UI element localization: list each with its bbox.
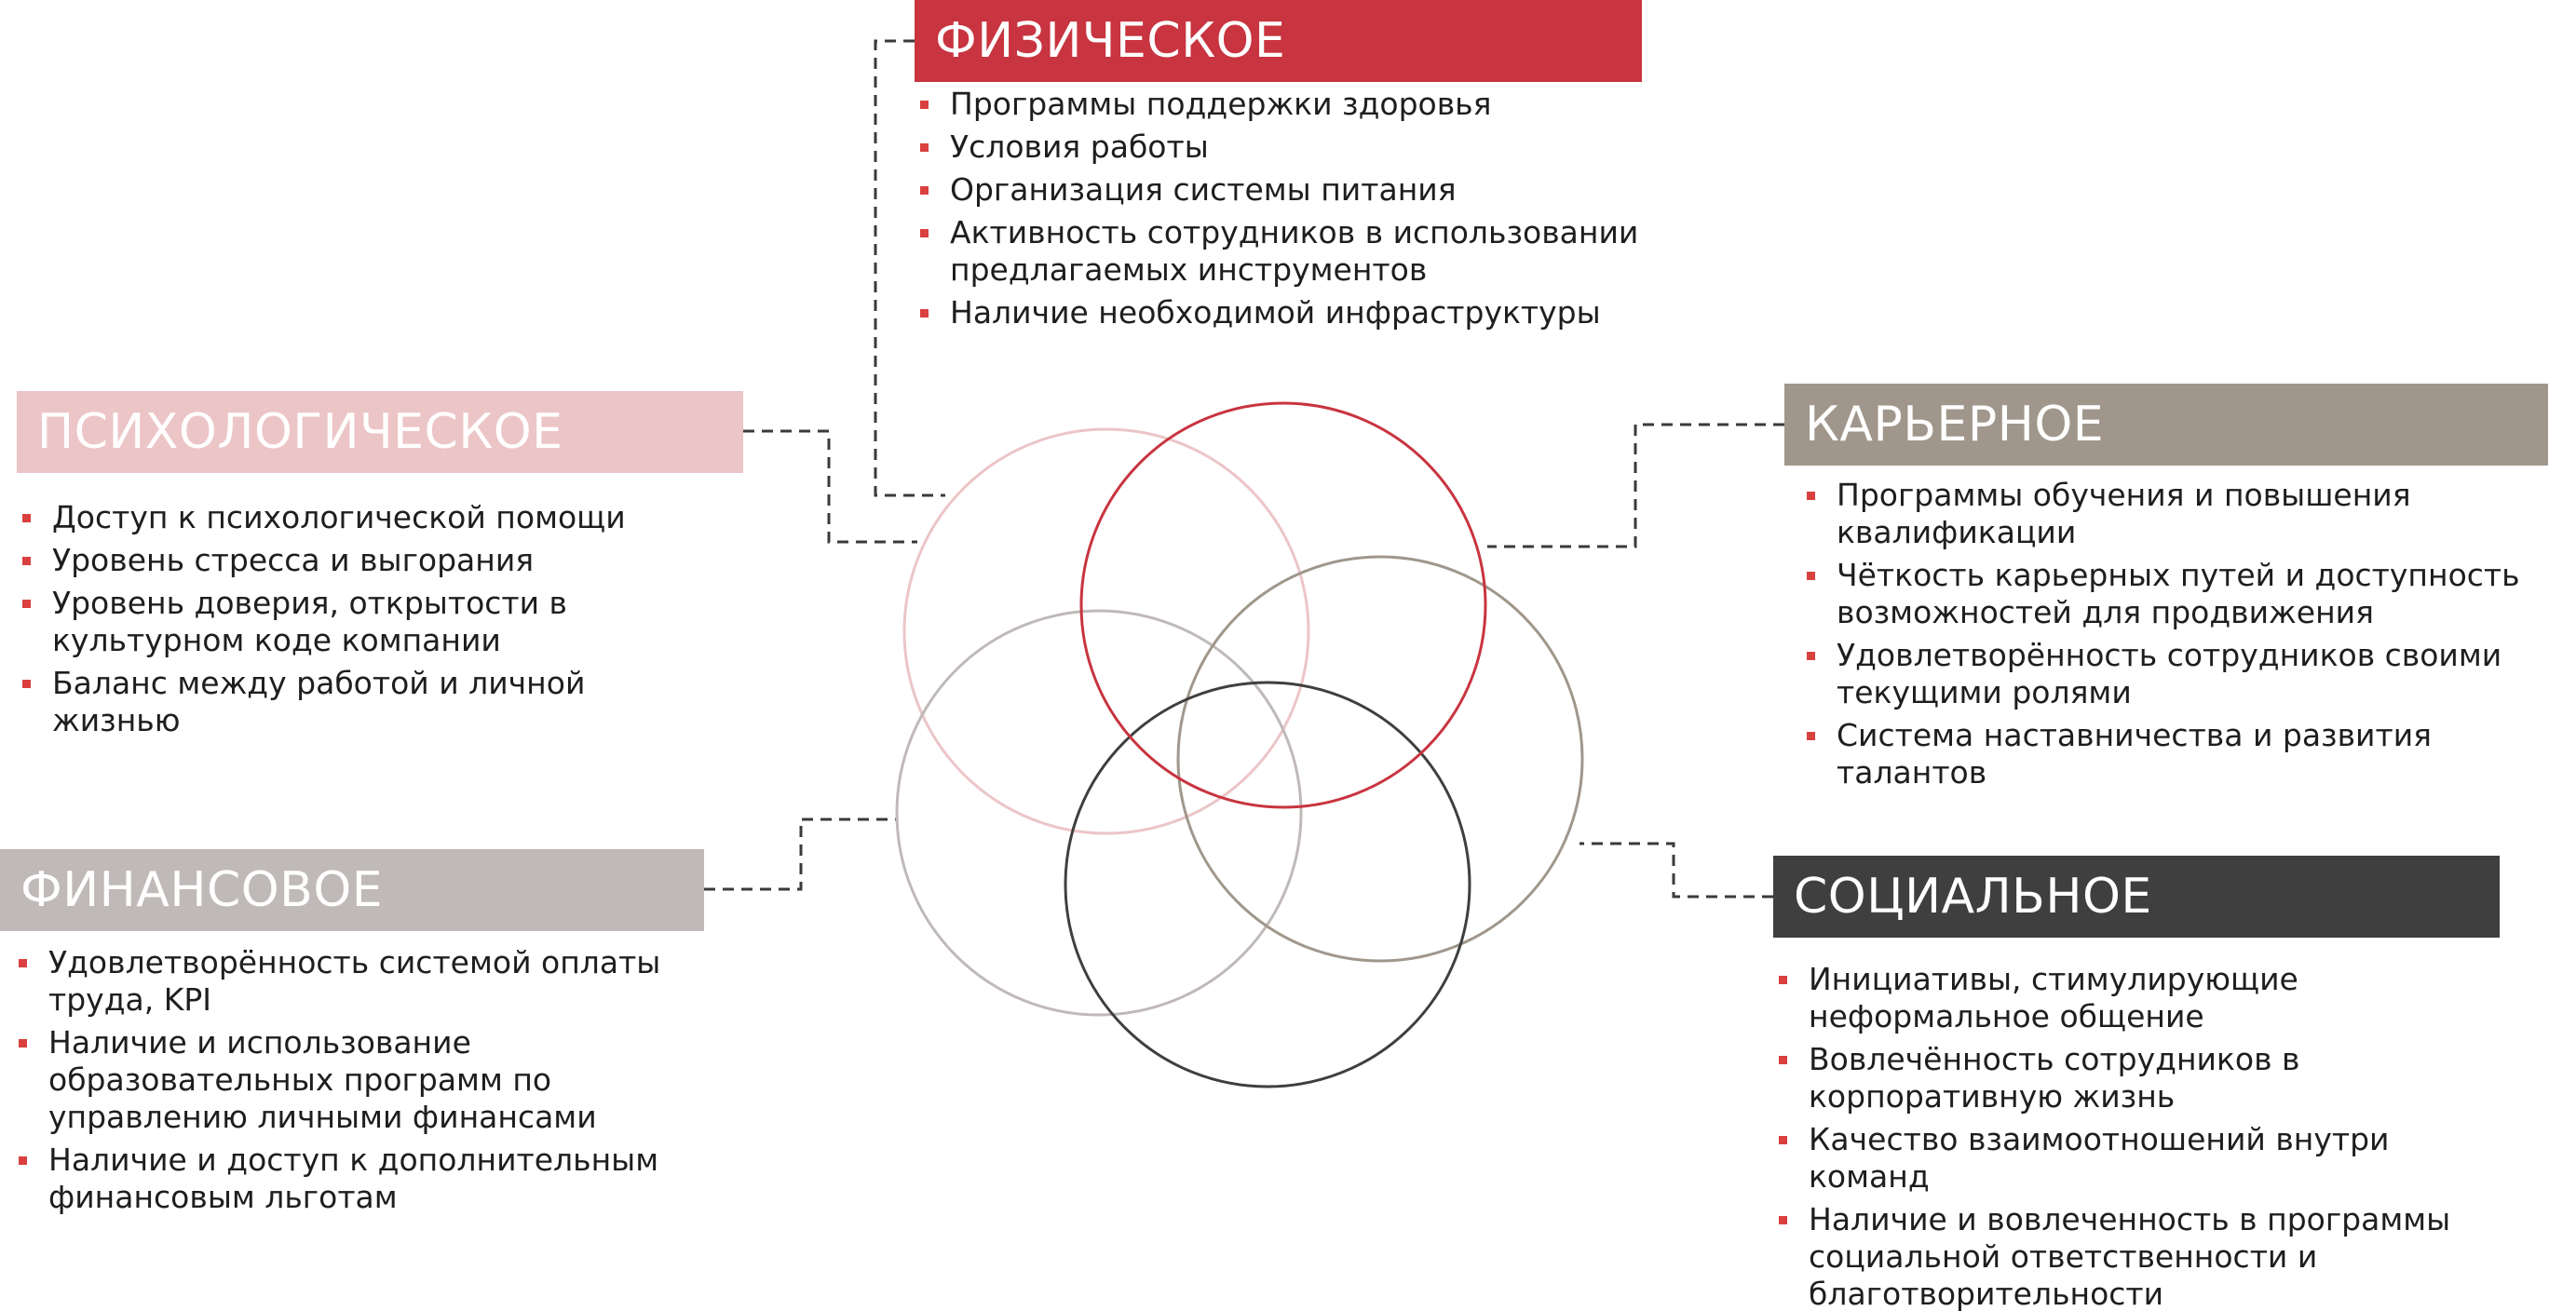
list-item: Удовлетворённость системой оплаты труда, KPI	[13, 944, 684, 1019]
list-item: Программы поддержки здоровья	[915, 86, 1660, 123]
list-item: Активность сотрудников в использовании предлагаемых инструментов	[915, 214, 1660, 289]
circle-psychological	[904, 429, 1308, 833]
header-financial-title: ФИНАНСОВОЕ	[20, 862, 384, 918]
header-physical-title: ФИЗИЧЕСКОЕ	[935, 13, 1286, 69]
list-item: Баланс между работой и личной жизнью	[17, 665, 650, 739]
connector-career	[1487, 425, 1784, 547]
list-item: Наличие и вовлеченность в программы социальной ответственности и благотворительности	[1773, 1201, 2481, 1311]
list-physical	[915, 86, 1660, 337]
list-item: Чёткость карьерных путей и доступность возможностей для продвижения	[1801, 557, 2574, 631]
header-social	[1773, 856, 2500, 938]
list-financial	[13, 944, 684, 1222]
list-item: Наличие необходимой инфраструктуры	[915, 294, 1660, 331]
header-career-title: КАРЬЕРНОЕ	[1805, 397, 2105, 453]
list-item: Уровень доверия, открытости в культурном коде компании	[17, 585, 650, 659]
list-item: Инициативы, стимулирующие неформальное общение	[1773, 961, 2481, 1035]
circle-career	[1178, 557, 1582, 961]
header-financial	[0, 849, 704, 931]
circle-physical	[1081, 403, 1485, 807]
list-psychological	[17, 499, 650, 745]
circle-financial	[897, 611, 1301, 1015]
list-item: Программы обучения и повышения квалификации	[1801, 477, 2574, 551]
list-career	[1801, 477, 2574, 797]
connector-financial	[704, 819, 896, 889]
list-item: Уровень стресса и выгорания	[17, 542, 650, 579]
header-physical	[915, 0, 1642, 82]
list-social	[1773, 961, 2481, 1311]
header-psychological-title: ПСИХОЛОГИЧЕСКОЕ	[37, 404, 563, 460]
header-career	[1784, 384, 2548, 466]
list-item: Наличие и использование образовательных программ по управлению личными финансами	[13, 1024, 684, 1136]
list-item: Доступ к психологической помощи	[17, 499, 650, 536]
list-item: Наличие и доступ к дополнительным финансовым льготам	[13, 1142, 684, 1216]
connector-psychological	[743, 431, 917, 542]
list-item: Условия работы	[915, 128, 1660, 166]
list-item: Вовлечённость сотрудников в корпоративную жизнь	[1773, 1041, 2481, 1115]
header-psychological	[17, 391, 743, 473]
list-item: Качество взаимоотношений внутри команд	[1773, 1121, 2481, 1196]
list-item: Удовлетворённость сотрудников своими текущими ролями	[1801, 637, 2574, 711]
list-item: Организация системы питания	[915, 171, 1660, 209]
circle-social	[1065, 683, 1470, 1087]
list-item: Система наставничества и развития талантов	[1801, 717, 2574, 791]
header-social-title: СОЦИАЛЬНОЕ	[1794, 869, 2152, 925]
connector-social	[1579, 844, 1773, 897]
